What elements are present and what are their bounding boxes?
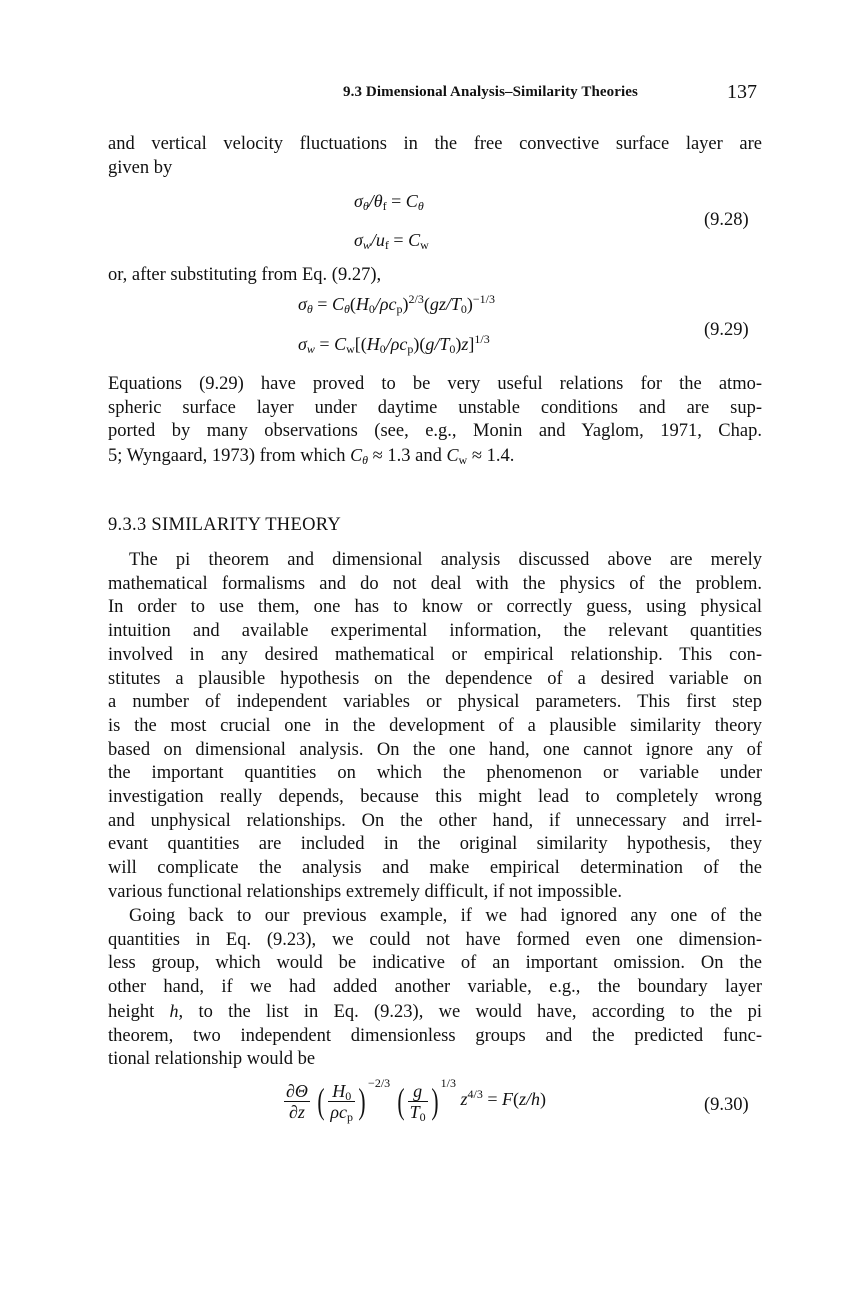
text-line (108, 444, 762, 469)
text-line: In order to use them, one has to know or correctly guess, using physical (108, 597, 762, 618)
equation-9-30: $\frac{\partial\Theta}{\partial z}$ ( $\frac{H_0}{\rho c_p}$ ) $^{-2/3}$ ( $\frac{g}{T_0}$ ) $^{1/3}$ $z^{4/3} = F(z/h)$ (286, 1076, 547, 1124)
text-line: and unphysical relationships. On the other hand, if unnecessary and irrel- (108, 810, 762, 831)
fraction: $\frac{\partial\Theta}{\partial z}$ (286, 1080, 308, 1122)
running-head-title: 9.3 Dimensional Analysis–Similarity Theories (343, 84, 638, 100)
text-line: given by (108, 157, 173, 178)
text-line: or, after substituting from Eq. (9.27), (108, 265, 382, 285)
equation-number: (9.30) (704, 1095, 749, 1115)
text-line: spheric surface layer under daytime unstable conditions and are sup- (108, 397, 762, 418)
text-line: ported by many observations (see, e.g., Monin and Yaglom, 1971, Chap. (108, 421, 762, 442)
text-line: stitutes a plausible hypothesis on the dependence of a desired variable on (108, 668, 762, 689)
math-c-theta: $C_\theta$ (350, 445, 368, 468)
text-line: tional relationship would be (108, 1049, 316, 1070)
text-fragment: ≈ 1.4. (471, 446, 515, 467)
text-line: investigation really depends, because this might lead to completely wrong (108, 787, 762, 808)
running-head (0, 81, 864, 108)
text-line: less group, which would be indicative of an important omission. On the (108, 953, 762, 974)
equation-9-28a: $\sigma_\theta/\theta_f = C_\theta$ (354, 191, 424, 213)
text-line: quantities in Eq. (9.23), we could not have formed even one dimension- (108, 929, 762, 950)
text-line: based on dimensional analysis. On the one hand, one cannot ignore any of (108, 739, 762, 760)
fraction: $\frac{g}{T_0}$ (409, 1080, 426, 1124)
text-line: The pi theorem and dimensional analysis discussed above are merely (129, 550, 762, 570)
text-line: intuition and available experimental information, the relevant quantities (108, 621, 762, 642)
text-line: theorem, two independent dimensionless groups and the predicted func- (108, 1025, 762, 1046)
results-paragraph (108, 373, 762, 469)
text-line: will complicate the analysis and make empirical determination of the (108, 858, 762, 879)
text-line: other hand, if we had added another variable, e.g., the boundary layer (108, 977, 762, 998)
text-line: evant quantities are included in the original similarity hypothesis, they (108, 834, 762, 855)
text-fragment: , to the list in Eq. (9.23), we would have, according to the pi (178, 1001, 762, 1022)
page-number: 137 (727, 81, 757, 103)
text-line: various functional relationships extremely difficult, if not impossible. (108, 881, 622, 902)
text-fragment: 5; Wyngaard, 1973) from which (108, 446, 346, 467)
equation-9-29a: $\sigma_\theta = C_\theta(H_0/\rho c_p)^{2/3}(gz/T_0)^{-1/3}$ (298, 292, 495, 316)
back-paragraph (108, 905, 762, 1072)
equation-number: (9.29) (704, 320, 749, 340)
text-line: a number of independent variables or physical parameters. This first step (108, 692, 762, 713)
text-line: is the most crucial one in the development of a plausible similarity theory (108, 715, 762, 736)
substitute-line (108, 264, 762, 288)
text-line: the important quantities on which the phenomenon or variable under (108, 763, 762, 784)
intro-paragraph (108, 133, 762, 180)
equation-9-28b: $\sigma_w/u_f = C_w$ (354, 230, 429, 252)
text-line (108, 1000, 762, 1025)
pi-paragraph (108, 549, 762, 905)
math-h: h (169, 1000, 179, 1021)
text-line: Going back to our previous example, if we had ignored any one of the (129, 906, 762, 926)
section-heading: 9.3.3 SIMILARITY THEORY (108, 515, 342, 535)
equation-9-29b: $\sigma_w = C_w[(H_0/\rho c_p)(g/T_0)z]^{1/3}$ (298, 332, 490, 356)
text-line: Equations (9.29) have proved to be very useful relations for the atmo- (108, 374, 762, 394)
text-line: involved in any desired mathematical or empirical relationship. This con- (108, 644, 762, 665)
text-fragment: ≈ 1.3 and (372, 446, 442, 467)
text-fragment: height (108, 1001, 155, 1022)
text-line: mathematical formalisms and do not deal with the physics of the problem. (108, 573, 762, 594)
fraction: $\frac{H_0}{\rho c_p}$ (330, 1080, 354, 1124)
text-line: and vertical velocity fluctuations in the free convective surface layer are (108, 134, 762, 154)
math-c-w: $C_w$ (446, 445, 468, 468)
equation-number: (9.28) (704, 210, 749, 230)
